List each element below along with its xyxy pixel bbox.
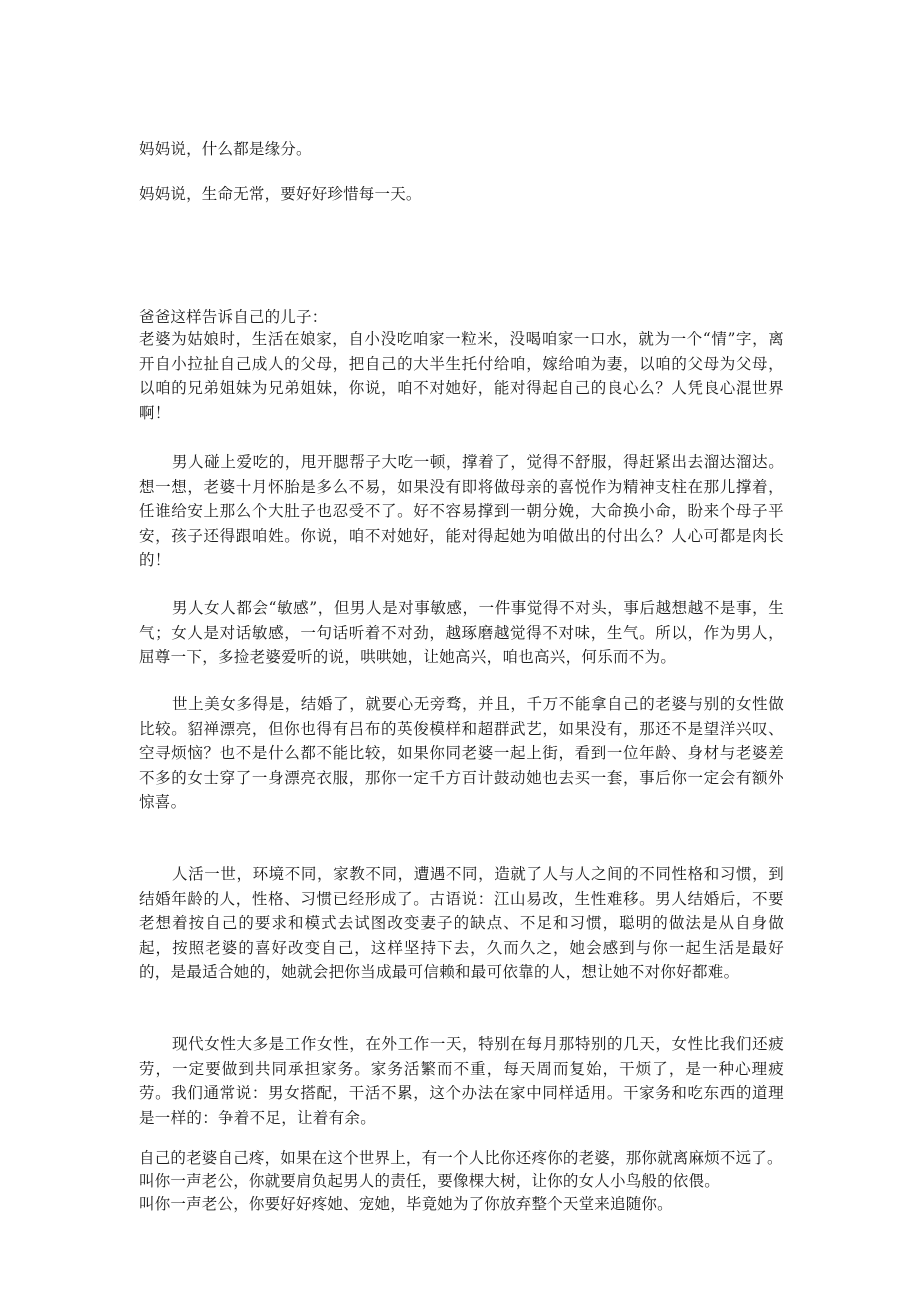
closing-line-3: 叫你一声老公，你要好好疼她、宠她，毕竟她为了你放弃整个天堂来追随你。 bbox=[139, 1195, 673, 1213]
closing-line-2: 叫你一声老公，你就要肩负起男人的责任，要像棵大树，让你的女人小鸟般的依偎。 bbox=[139, 1172, 720, 1190]
paragraph-2: 男人碰上爱吃的，甩开腮帮子大吃一顿，撑着了，觉得不舒服，得赶紧出去溜达溜达。想一想，老婆十月怀胎是多么不易，如果没有即将做母亲的喜悦作为精神支柱在那儿撑着，任谁给安上那么个大肚子也忍受不了。好不容易撑到一朝分娩，大命换小命，盼来个母子平安，孩子还得跟咱姓。你说，咱不对她好，能对得起她为咱做出的付出么？人心可都是肉长的！ bbox=[139, 453, 784, 569]
closing-line-1: 自己的老婆自己疼，如果在这个世界上，有一个人比你还疼你的老婆，那你就离麻烦不远了。 bbox=[139, 1149, 783, 1167]
paragraph-3: 男人女人都会“敏感”，但男人是对事敏感，一件事觉得不对头，事后越想越不是事，生气；女人是对话敏感，一句话听着不对劲，越琢磨越觉得不对味，生气。所以，作为男人，屈尊一下，多捡老婆爱听的说，哄哄她，让她高兴，咱也高兴，何乐而不为。 bbox=[139, 599, 784, 666]
closing-lines bbox=[139, 1147, 799, 1216]
intro-line-1: 妈妈说，什么都是缘分。 bbox=[139, 140, 312, 158]
intro-line-2: 妈妈说，生命无常，要好好珍惜每一天。 bbox=[139, 185, 422, 203]
paragraph-1: 老婆为姑娘时，生活在娘家，自小没吃咱家一粒米，没喝咱家一口水，就为一个“情”字，离开自小拉扯自己成人的父母，把自己的大半生托付给咱，嫁给咱为妻，以咱的父母为父母，以咱的兄弟姐妹为兄弟姐妹，你说，咱不对她好，能对得起自己的良心么？人凭良心混世界啊！ bbox=[139, 330, 784, 422]
section-heading: 爸爸这样告诉自己的儿子： bbox=[139, 308, 328, 326]
paragraph-4: 世上美女多得是，结婚了，就要心无旁骛，并且，千万不能拿自己的老婆与别的女性做比较。貂禅漂亮，但你也得有吕布的英俊模样和超群武艺，如果没有，那还不是望洋兴叹、空寻烦恼？也不是什么都不能比较，如果你同老婆一起上街，看到一位年龄、身材与老婆差不多的女士穿了一身漂亮衣服，那你一定千方百计鼓动她也去买一套，事后你一定会有额外惊喜。 bbox=[139, 695, 784, 811]
paragraph-5: 人活一世，环境不同，家教不同，遭遇不同，造就了人与人之间的不同性格和习惯，到结婚年龄的人，性格、习惯已经形成了。古语说：江山易改，生性难移。男人结婚后，不要老想着按自己的要求和模式去试图改变妻子的缺点、不足和习惯，聪明的做法是从自身做起，按照老婆的喜好改变自己，这样坚持下去，久而久之，她会感到与你一起生活是最好的，是最适合她的，她就会把你当成最可信赖和最可依靠的人，想让她不对你好都难。 bbox=[139, 865, 784, 981]
paragraph-6: 现代女性大多是工作女性，在外工作一天，特别在每月那特别的几天，女性比我们还疲劳，一定要做到共同承担家务。家务活繁而不重，每天周而复始，干烦了，是一种心理疲劳。我们通常说：男女搭配，干活不累，这个办法在家中同样适用。干家务和吃东西的道理是一样的：争着不足，让着有余。 bbox=[139, 1035, 784, 1127]
